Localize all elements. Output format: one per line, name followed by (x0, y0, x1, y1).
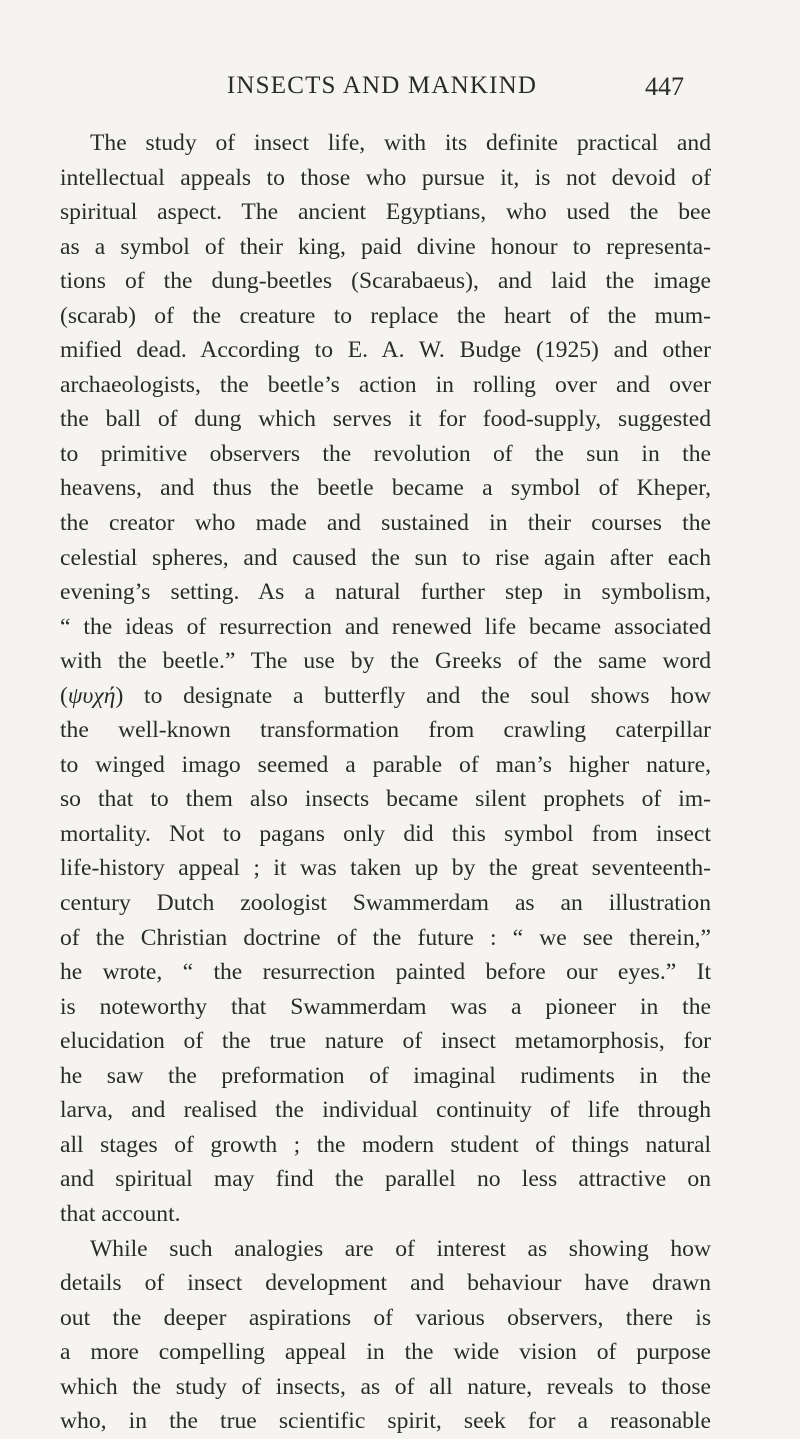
text-line: a more compelling appeal in the wide vision of purpose (60, 1339, 711, 1366)
greek-line-rest: ) to designate a butterfly and the soul shows how (115, 682, 711, 709)
text-line: While such analogies are of interest as showing how (90, 1235, 711, 1262)
text-line: “ the ideas of resurrection and renewed life became associated (60, 613, 711, 640)
text-line: heavens, and thus the beetle became a symbol of Kheper, (60, 475, 711, 502)
text-line: so that to them also insects became silent prophets of im- (60, 786, 711, 813)
text-line: to winged imago seemed a parable of man’s higher nature, (60, 751, 711, 778)
text-line: as a symbol of their king, paid divine honour to representa- (60, 233, 711, 260)
text-line: century Dutch zoologist Swammerdam as an illustration (60, 890, 711, 917)
text-line: which the study of insects, as of all nature, reveals to those (60, 1373, 711, 1400)
text-line: and spiritual may find the parallel no less attractive on (60, 1166, 711, 1193)
text-line: he saw the preformation of imaginal rudiments in the (60, 1062, 711, 1089)
text-line: that account. (60, 1200, 181, 1227)
text-line-greek (60, 679, 711, 714)
text-line: out the deeper aspirations of various observers, there is (60, 1304, 711, 1331)
text-line: intellectual appeals to those who pursue it, is not devoid of (60, 164, 711, 191)
text-line: spiritual aspect. The ancient Egyptians, who used the bee (60, 199, 711, 226)
text-line: elucidation of the true nature of insect metamorphosis, for (60, 1028, 711, 1055)
greek-open-paren: ( (60, 682, 68, 709)
text-line: who, in the true scientific spirit, seek for a reasonable (60, 1408, 711, 1435)
text-line: (scarab) of the creature to replace the heart of the mum- (60, 302, 711, 329)
page-number: 447 (645, 72, 684, 101)
text-line: to primitive observers the revolution of the sun in the (60, 440, 711, 467)
text-line: all stages of growth ; the modern student of things natural (60, 1131, 711, 1158)
text-line: tions of the dung-beetles (Scarabaeus), and laid the image (60, 268, 711, 295)
text-line: celestial spheres, and caused the sun to rise again after each (60, 544, 711, 571)
text-line: mified dead. According to E. A. W. Budge (1925) and other (60, 337, 711, 364)
text-line: details of insect development and behaviour have drawn (60, 1270, 711, 1297)
greek-word: ψυχή (67, 682, 116, 709)
text-line: is noteworthy that Swammerdam was a pioneer in the (60, 993, 711, 1020)
text-line: the ball of dung which serves it for food-supply, suggested (60, 406, 711, 433)
text-line: of the Christian doctrine of the future : “ we see therein,” (60, 924, 711, 951)
running-head: INSECTS AND MANKIND (226, 72, 538, 99)
text-line: he wrote, “ the resurrection painted before our eyes.” It (60, 959, 711, 986)
text-line: archaeologists, the beetle’s action in rolling over and over (60, 371, 711, 398)
text-line: The study of insect life, with its definite practical and (90, 130, 711, 156)
text-line: mortality. Not to pagans only did this symbol from insect (60, 820, 711, 847)
text-line: evening’s setting. As a natural further step in symbolism, (60, 579, 711, 606)
text-line: life-history appeal ; it was taken up by the great seventeenth- (60, 855, 711, 882)
body-text (60, 126, 711, 1439)
text-line: the creator who made and sustained in their courses the (60, 510, 711, 537)
text-line: with the beetle.” The use by the Greeks of the same word (60, 648, 711, 675)
text-line: larva, and realised the individual continuity of life through (60, 1097, 711, 1124)
text-line: the well-known transformation from crawling caterpillar (60, 717, 711, 744)
